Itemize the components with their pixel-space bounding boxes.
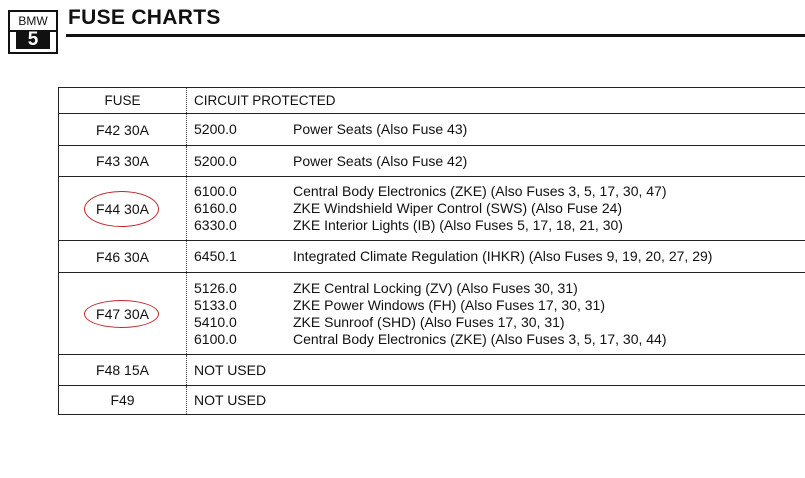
- fuse-cell: [59, 386, 187, 414]
- circuit-code: NOT USED: [194, 361, 267, 378]
- table-row: [59, 241, 805, 273]
- table-row: [59, 273, 805, 355]
- circuit-cell: [187, 273, 805, 354]
- circuit-description: ZKE Interior Lights (IB) (Also Fuses 5, 17, 18, 21, 30): [293, 217, 623, 233]
- circuit-description: [293, 362, 805, 379]
- circuit-description: Central Body Electronics (ZKE) (Also Fuses 3, 5, 17, 30, 44): [293, 330, 667, 347]
- circuit-cell: [187, 114, 805, 145]
- circuit-description: ZKE Central Locking (ZV) (Also Fuses 30, 31): [293, 279, 578, 296]
- table-header-row: [59, 88, 805, 114]
- column-header-fuse: FUSE: [59, 88, 187, 113]
- table-row: [59, 177, 805, 241]
- red-circle-annotation: [84, 191, 159, 227]
- circuit-code: 5200.0: [194, 152, 237, 169]
- fuse-label: F42 30A: [96, 121, 149, 138]
- fuse-label: F47 30A: [96, 306, 149, 322]
- circuit-description: ZKE Sunroof (SHD) (Also Fuses 17, 30, 31): [293, 313, 565, 330]
- logo-series: 5: [16, 30, 50, 49]
- circuit-entry: [194, 183, 805, 200]
- fuse-label: F48 15A: [96, 362, 149, 378]
- title-underline: [66, 34, 805, 37]
- fuse-label: F44 30A: [96, 201, 149, 217]
- circuit-code: 5200.0: [194, 121, 237, 137]
- circuit-code: 6100.0: [194, 183, 237, 199]
- red-circle-annotation: [84, 300, 159, 328]
- fuse-cell: [59, 355, 187, 385]
- circuit-entry: [194, 121, 805, 138]
- fuse-cell: [59, 241, 187, 272]
- circuit-entry: [194, 297, 805, 314]
- table-body: [59, 114, 805, 415]
- circuit-cell: [187, 177, 805, 240]
- circuit-description: ZKE Power Windows (FH) (Also Fuses 17, 30, 31): [293, 296, 605, 313]
- circuit-code: 5410.0: [194, 313, 237, 330]
- circuit-code: NOT USED: [194, 391, 267, 408]
- fuse-label: F49: [110, 392, 135, 408]
- circuit-entry: [194, 331, 805, 348]
- table-row: [59, 386, 805, 415]
- circuit-cell: [187, 386, 805, 414]
- circuit-cell: [187, 146, 805, 176]
- circuit-code: 6450.1: [194, 248, 237, 264]
- circuit-description: Central Body Electronics (ZKE) (Also Fuses 3, 5, 17, 30, 47): [293, 183, 667, 199]
- circuit-entry: [194, 362, 805, 379]
- logo-brand: BMW: [10, 12, 56, 32]
- circuit-code: 5133.0: [194, 296, 237, 313]
- circuit-code: 5126.0: [194, 279, 237, 296]
- circuit-description: [293, 392, 805, 409]
- circuit-entry: [194, 200, 805, 217]
- fuse-cell: [59, 114, 187, 145]
- circuit-entry: [194, 392, 805, 409]
- column-header-circuit: CIRCUIT PROTECTED: [194, 93, 336, 108]
- fuse-label: F43 30A: [96, 153, 149, 169]
- circuit-cell: [187, 355, 805, 385]
- circuit-entry: [194, 314, 805, 331]
- circuit-entry: [194, 280, 805, 297]
- circuit-description: ZKE Windshield Wiper Control (SWS) (Also Fuse 24): [293, 200, 623, 216]
- circuit-entry: [194, 153, 805, 170]
- circuit-description: Power Seats (Also Fuse 43): [293, 121, 468, 137]
- page-title: FUSE CHARTS: [68, 6, 221, 29]
- bmw-5-series-logo: [8, 10, 58, 54]
- fuse-cell: [59, 273, 187, 354]
- circuit-code: 6100.0: [194, 330, 237, 347]
- circuit-code: 6160.0: [194, 200, 237, 216]
- fuse-table: [58, 87, 805, 415]
- table-row: [59, 355, 805, 386]
- table-row: [59, 114, 805, 146]
- fuse-label: F46 30A: [96, 248, 149, 265]
- circuit-entry: [194, 248, 805, 265]
- fuse-cell: [59, 146, 187, 176]
- circuit-entry: [194, 217, 805, 234]
- circuit-code: 6330.0: [194, 217, 237, 233]
- circuit-cell: [187, 241, 805, 272]
- fuse-cell: [59, 177, 187, 240]
- circuit-description: Integrated Climate Regulation (IHKR) (Also Fuses 9, 19, 20, 27, 29): [293, 248, 713, 264]
- circuit-description: Power Seats (Also Fuse 42): [293, 152, 468, 169]
- table-row: [59, 146, 805, 177]
